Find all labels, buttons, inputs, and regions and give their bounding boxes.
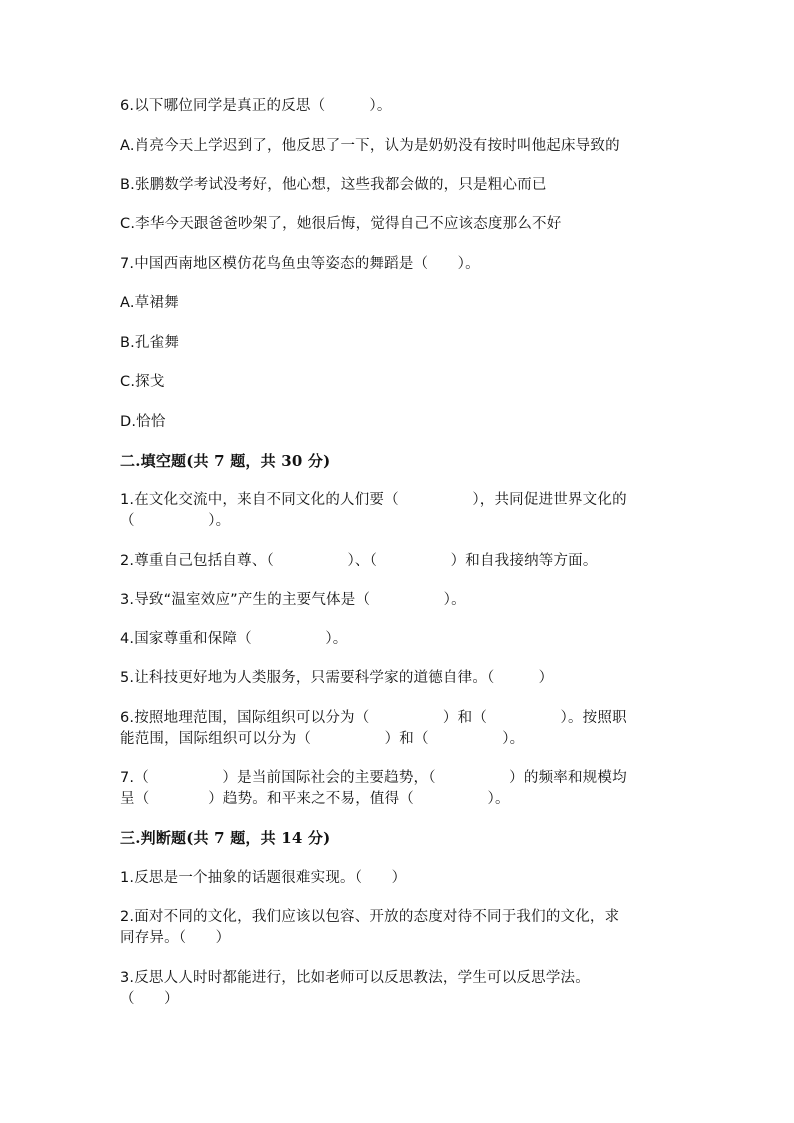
fill-question-3: 3.导致“温室效应”产生的主要气体是（ ）。 xyxy=(120,592,466,608)
fill-question-4: 4.国家尊重和保障（ ）。 xyxy=(120,631,348,647)
judge-question-2-line-1: 2.面对不同的文化，我们应该以包容、开放的态度对待不同于我们的文化，求 xyxy=(120,909,620,925)
judge-question-3-line-1: 3.反思人人时时都能进行，比如老师可以反思教法，学生可以反思学法。 xyxy=(120,970,590,986)
judge-question-1: 1.反思是一个抽象的话题很难实现。（ ） xyxy=(120,870,407,886)
question-7-stem: 7.中国西南地区模仿花鸟鱼虫等姿态的舞蹈是（ ）。 xyxy=(120,256,480,272)
question-7-option-d: D.恰恰 xyxy=(120,414,166,430)
fill-question-1-line-1: 1.在文化交流中，来自不同文化的人们要（ ），共同促进世界文化的 xyxy=(120,492,627,508)
fill-question-5: 5.让科技更好地为人类服务，只需要科学家的道德自律。（ ） xyxy=(120,670,554,686)
fill-question-6-line-2: 能范围，国际组织可以分为（ ）和（ ）。 xyxy=(120,731,525,747)
question-7-option-c: C.探戈 xyxy=(120,374,165,390)
fill-question-1-line-2: （ ）。 xyxy=(120,513,231,529)
fill-question-7-line-2: 呈（ ）趋势。和平来之不易，值得（ ）。 xyxy=(120,791,510,807)
judge-question-2-line-2: 同存异。（ ） xyxy=(120,930,231,946)
fill-question-2: 2.尊重自己包括自尊、（ ）、（ ）和自我接纳等方面。 xyxy=(120,553,598,569)
question-6-option-a: A.肖亮今天上学迟到了，他反思了一下，认为是奶奶没有按时叫他起床导致的 xyxy=(120,138,620,154)
question-6-stem: 6.以下哪位同学是真正的反思（ ）。 xyxy=(120,98,392,114)
fill-question-6-line-1: 6.按照地理范围，国际组织可以分为（ ）和（ ）。按照职 xyxy=(120,710,627,726)
judge-section-heading: 三.判断题(共 7 题，共 14 分) xyxy=(120,829,331,847)
question-7-option-a: A.草裙舞 xyxy=(120,295,179,311)
fill-question-7-line-1: 7.（ ）是当前国际社会的主要趋势，（ ）的频率和规模均 xyxy=(120,770,627,786)
question-6-option-b: B.张鹏数学考试没考好，他心想，这些我都会做的，只是粗心而已 xyxy=(120,177,547,193)
question-6-option-c: C.李华今天跟爸爸吵架了，她很后悔，觉得自己不应该态度那么不好 xyxy=(120,216,562,232)
judge-question-3-line-2: （ ） xyxy=(120,991,179,1007)
fill-section-heading: 二.填空题(共 7 题，共 30 分) xyxy=(120,452,331,470)
question-7-option-b: B.孔雀舞 xyxy=(120,335,180,351)
